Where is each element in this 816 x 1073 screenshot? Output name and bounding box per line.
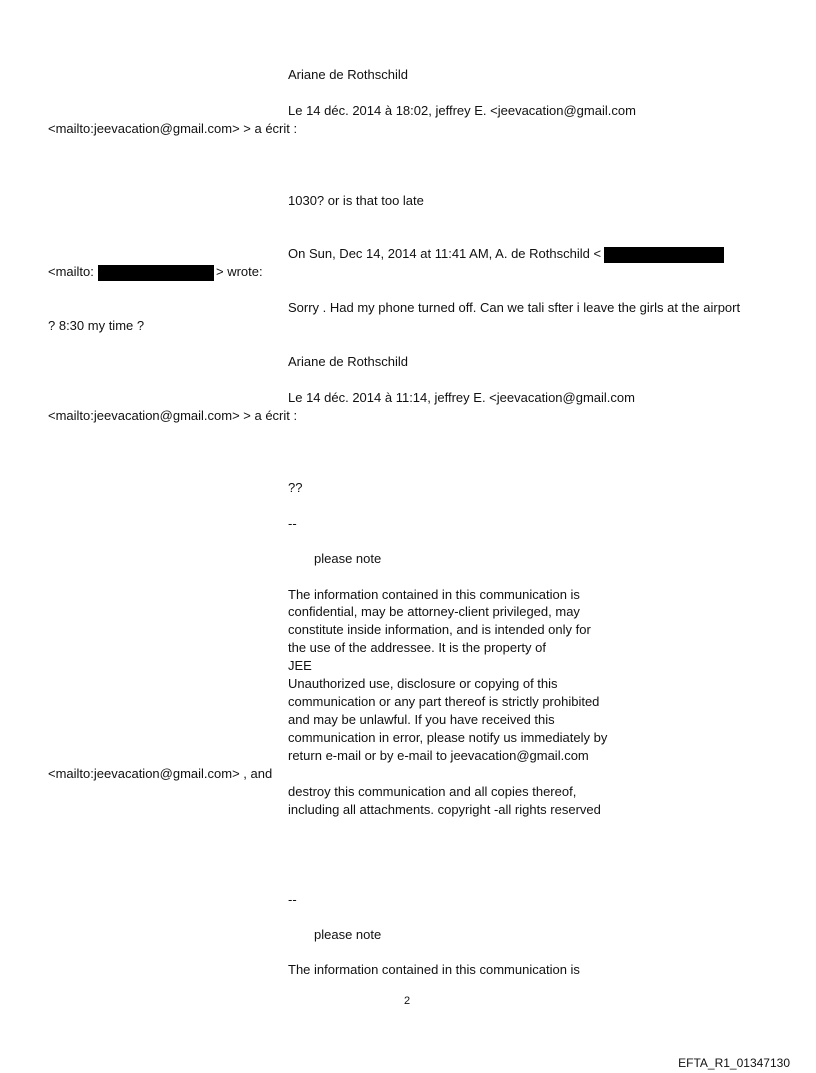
document-id: EFTA_R1_01347130 [678, 1056, 790, 1070]
reply-header: On Sun, Dec 14, 2014 at 11:41 AM, A. de Rothschild < [288, 246, 602, 261]
message-text: 1030? or is that too late [288, 193, 424, 208]
disclaimer-line: communication or any part thereof is strictly prohibited [288, 694, 600, 709]
disclaimer-line: including all attachments. copyright -all rights reserved [288, 802, 601, 817]
redaction-box [98, 265, 214, 281]
message-text: Sorry . Had my phone turned off. Can we tali sfter i leave the girls at the airport [288, 300, 741, 315]
note-heading: please note [314, 551, 382, 566]
disclaimer-line: communication in error, please notify us immediately by [288, 730, 608, 745]
reply-header-mailto: <mailto:jeevacation@gmail.com> > a écrit : [48, 408, 298, 423]
disclaimer-line: JEE [288, 658, 312, 673]
note-heading: please note [314, 927, 382, 942]
signature: Ariane de Rothschild [288, 67, 408, 82]
separator: -- [288, 516, 297, 531]
disclaimer-line: the use of the addressee. It is the property of [288, 640, 546, 655]
wrote-suffix: > wrote: [216, 264, 263, 279]
disclaimer-line: The information contained in this communication is [288, 962, 580, 977]
reply-header-mailto: <mailto:jeevacation@gmail.com> > a écrit : [48, 121, 298, 136]
redaction-box [604, 247, 724, 263]
signature: Ariane de Rothschild [288, 354, 408, 369]
reply-header: Le 14 déc. 2014 à 18:02, jeffrey E. <jeevacation@gmail.com [288, 103, 636, 118]
disclaimer-line: The information contained in this communication is [288, 587, 580, 602]
disclaimer-line: return e-mail or by e-mail to jeevacation@gmail.com [288, 748, 589, 763]
disclaimer-line: destroy this communication and all copies thereof, [288, 784, 577, 799]
message-text: ?? [288, 480, 303, 495]
mailto-prefix: <mailto: [48, 264, 94, 279]
disclaimer-line: and may be unlawful. If you have received this [288, 712, 555, 727]
reply-header: Le 14 déc. 2014 à 11:14, jeffrey E. <jeevacation@gmail.com [288, 390, 635, 405]
message-text: ? 8:30 my time ? [48, 318, 145, 333]
page-number: 2 [404, 995, 411, 1007]
disclaimer-line: constitute inside information, and is intended only for [288, 622, 591, 637]
disclaimer-line: Unauthorized use, disclosure or copying of this [288, 676, 558, 691]
disclaimer-line: confidential, may be attorney-client privileged, may [288, 604, 580, 619]
separator: -- [288, 892, 297, 907]
disclaimer-mailto: <mailto:jeevacation@gmail.com> , and [48, 766, 273, 781]
